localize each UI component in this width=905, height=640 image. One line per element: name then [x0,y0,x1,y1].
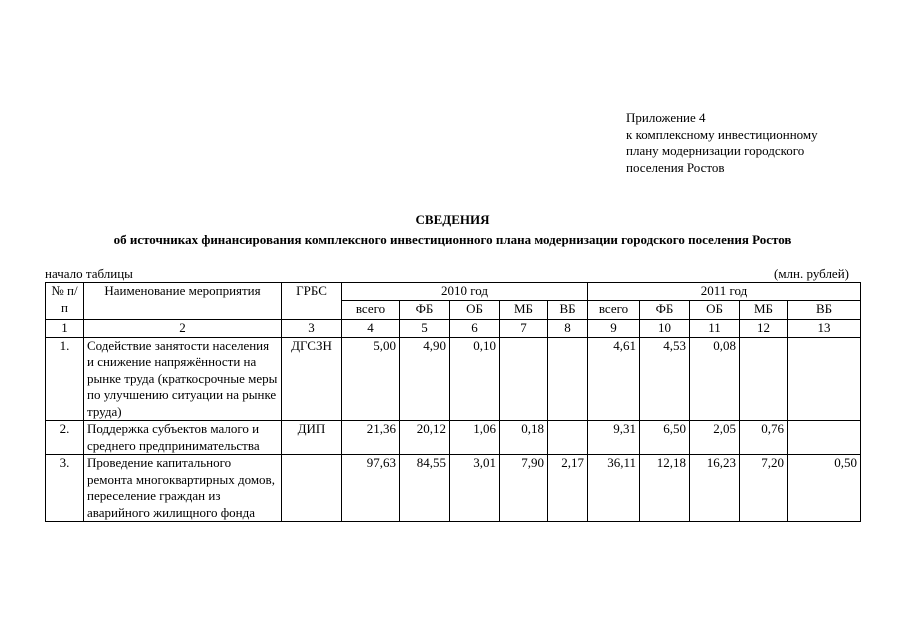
subheader-cell: ОБ [690,301,740,320]
row-value-cell: 1,06 [450,421,500,455]
table-row [46,455,861,522]
row-value-cell: 36,11 [588,455,640,522]
row-value-cell [548,421,588,455]
row-value-cell [740,337,788,421]
subheader-cell: ФБ [640,301,690,320]
row-value-cell: 0,50 [788,455,861,522]
column-index-cell: 3 [282,320,342,338]
row-value-cell: 0,18 [500,421,548,455]
column-index-cell: 2 [84,320,282,338]
row-value-cell: 4,61 [588,337,640,421]
appendix-line: к комплексному инвестиционному [626,126,818,142]
subheader-cell: ФБ [400,301,450,320]
row-value-cell: 0,76 [740,421,788,455]
table-row [46,337,861,421]
row-value-cell: 84,55 [400,455,450,522]
row-value-cell: 12,18 [640,455,690,522]
subheader-cell: всего [588,301,640,320]
row-name-cell: Проведение капитального ремонта многоквартирных домов, переселение граждан из аварийного жилищного фонда [84,455,282,522]
row-value-cell: 97,63 [342,455,400,522]
row-value-cell: 7,90 [500,455,548,522]
table-caption-start: начало таблицы [45,266,133,281]
column-index-row [46,320,861,338]
subheader-cell: ОБ [450,301,500,320]
header-cell-no: № п/п [46,283,84,320]
table-row [46,421,861,455]
header-cell-grbs: ГРБС [282,283,342,320]
appendix-line: поселения Ростов [626,159,725,175]
table-caption-units: (млн. рублей) [774,266,849,281]
row-value-cell: 9,31 [588,421,640,455]
row-value-cell: 6,50 [640,421,690,455]
column-index-cell: 4 [342,320,400,338]
row-name-cell: Содействие занятости населения и снижение напряжённости на рынке труда (краткосрочные меры по улучшению ситуации на рынке труда) [84,337,282,421]
row-value-cell: 7,20 [740,455,788,522]
appendix-note [626,110,818,176]
header-cell-name: Наименование мероприятия [84,283,282,320]
row-value-cell [788,421,861,455]
column-index-cell: 10 [640,320,690,338]
row-value-cell: 4,90 [400,337,450,421]
row-value-cell: 20,12 [400,421,450,455]
row-value-cell: 16,23 [690,455,740,522]
row-value-cell: 0,08 [690,337,740,421]
column-index-cell: 7 [500,320,548,338]
row-value-cell [548,337,588,421]
financing-table [45,282,861,522]
row-number-cell: 2. [46,421,84,455]
row-grbs-cell: ДГСЗН [282,337,342,421]
row-value-cell: 2,05 [690,421,740,455]
row-number-cell: 1. [46,337,84,421]
column-index-cell: 13 [788,320,861,338]
column-index-cell: 9 [588,320,640,338]
column-index-cell: 6 [450,320,500,338]
row-value-cell: 0,10 [450,337,500,421]
row-value-cell: 21,36 [342,421,400,455]
row-name-cell: Поддержка субъектов малого и среднего предпринимательства [84,421,282,455]
row-number-cell: 3. [46,455,84,522]
document-subtitle: об источниках финансирования комплексного инвестиционного плана модернизации городского поселения Ростов [113,232,792,247]
row-value-cell [500,337,548,421]
subheader-cell: МБ [740,301,788,320]
row-grbs-cell [282,455,342,522]
document-title: СВЕДЕНИЯ [415,212,490,227]
header-row [46,283,861,301]
column-index-cell: 1 [46,320,84,338]
row-value-cell: 5,00 [342,337,400,421]
subheader-cell: МБ [500,301,548,320]
subheader-cell: ВБ [788,301,861,320]
column-index-cell: 11 [690,320,740,338]
column-index-cell: 12 [740,320,788,338]
subheader-cell: всего [342,301,400,320]
row-value-cell: 2,17 [548,455,588,522]
row-grbs-cell: ДИП [282,421,342,455]
subheader-cell: ВБ [548,301,588,320]
header-cell-year-2010: 2010 год [342,283,588,301]
appendix-line: Приложение 4 [626,110,706,125]
row-value-cell: 4,53 [640,337,690,421]
column-index-cell: 5 [400,320,450,338]
row-value-cell [788,337,861,421]
header-cell-year-2011: 2011 год [588,283,861,301]
column-index-cell: 8 [548,320,588,338]
appendix-line: плану модернизации городского [626,143,805,158]
row-value-cell: 3,01 [450,455,500,522]
